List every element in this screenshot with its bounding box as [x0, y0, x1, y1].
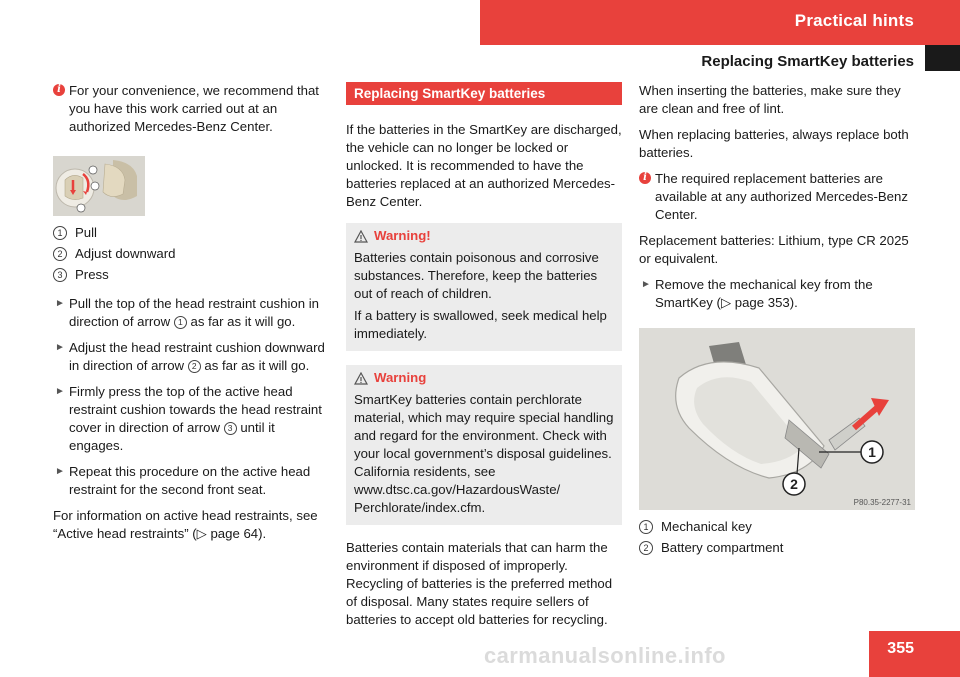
legend-item — [53, 245, 331, 266]
callout-number: 2 — [639, 541, 653, 555]
warning-text: SmartKey batteries contain perchlorate material, which may require special handling and regard for the environment. Check with your local government’s disposal guidelines. California residents, see www.dtsc.ca.gov/HazardousWaste/ Perchlorate/index.cfm. — [354, 392, 614, 515]
warning-box — [346, 223, 622, 351]
instruction-step — [53, 383, 331, 455]
legend-list — [53, 224, 331, 287]
legend-item — [639, 518, 915, 539]
watermark: carmanualsonline.info — [484, 643, 726, 668]
callout-2: 2 — [790, 476, 798, 492]
warning-box — [346, 365, 622, 525]
paragraph: Replacement batteries: Lithium, type CR 2025 or equivalent. — [639, 233, 909, 266]
callout-number: 1 — [53, 226, 67, 240]
column-1 — [53, 82, 331, 551]
column-2 — [346, 82, 622, 637]
step-arrow-icon: ► — [55, 466, 65, 477]
step-text: Firmly press the top of the active head restraint cushion towards the head restraint cover in direction of arrow — [69, 384, 322, 435]
legend-item — [53, 224, 331, 245]
warning-title-text: Warning — [374, 370, 427, 385]
warning-title-text: Warning! — [374, 228, 431, 243]
arrow-number: 2 — [188, 360, 201, 373]
instruction-step — [53, 463, 331, 499]
image-code: P80.35-2277-31 — [853, 498, 911, 507]
step-arrow-icon: ► — [55, 386, 65, 397]
callout-number: 3 — [53, 268, 67, 282]
info-text: For your convenience, we recommend that you have this work carried out at an authorized Mercedes-Benz Center. — [69, 83, 319, 134]
legend-label: Press — [75, 267, 109, 282]
warning-icon — [354, 372, 368, 385]
warning-text: If a battery is swallowed, seek medical help immediately. — [354, 308, 607, 341]
warning-icon — [354, 230, 368, 243]
step-text: Pull the top of the head restraint cushion in direction of arrow — [69, 296, 319, 329]
step-text: Remove the mechanical key from the SmartKey (▷ page 353). — [655, 277, 873, 310]
info-text: The required replacement batteries are available at any authorized Mercedes-Benz Center. — [655, 171, 908, 222]
paragraph: When replacing batteries, always replace both batteries. — [639, 127, 909, 160]
instruction-step — [53, 339, 331, 375]
page-number-box — [869, 631, 960, 677]
callout-1: 1 — [868, 444, 876, 460]
callout-number: 1 — [639, 520, 653, 534]
step-text: as far as it will go. — [204, 358, 310, 373]
head-restraint-image — [53, 156, 145, 216]
section-title: Practical hints — [794, 11, 914, 30]
info-note — [639, 170, 915, 224]
section-heading: Replacing SmartKey batteries — [346, 82, 622, 105]
legend-label: Pull — [75, 225, 97, 240]
page-subtitle: Replacing SmartKey batteries — [701, 53, 914, 70]
warning-title — [354, 227, 614, 245]
info-note — [53, 82, 331, 136]
arrow-number: 3 — [224, 422, 237, 435]
step-text: until it engages. — [69, 420, 275, 453]
legend-label: Mechanical key — [661, 519, 752, 534]
column-3 — [639, 82, 915, 568]
step-arrow-icon: ► — [641, 279, 651, 290]
step-arrow-icon: ► — [55, 342, 65, 353]
cross-reference: For information on active head restraints, see “Active head restraints” (▷ page 64). — [53, 508, 318, 541]
step-arrow-icon: ► — [55, 298, 65, 309]
legend-label: Battery compartment — [661, 540, 784, 555]
page-number: 355 — [887, 640, 914, 657]
smartkey-photo — [639, 328, 915, 510]
warning-text: Batteries contain poisonous and corrosive substances. Therefore, keep the batteries out of reach of children. — [354, 250, 599, 301]
instruction-step — [639, 276, 915, 312]
arrow-number: 1 — [174, 316, 187, 329]
legend-label: Adjust downward — [75, 246, 176, 261]
step-text: Adjust the head restraint cushion downward in direction of arrow — [69, 340, 325, 373]
intro-paragraph: If the batteries in the SmartKey are discharged, the vehicle can no longer be locked or unlocked. It is recommended to have the batteries replaced at an authorized Mercedes-Benz Center. — [346, 122, 622, 209]
step-text: Repeat this procedure on the active head restraint for the second front seat. — [69, 464, 311, 497]
header-tab-marker — [925, 45, 960, 71]
info-icon: i — [53, 84, 65, 96]
legend-item — [53, 266, 331, 287]
instruction-step — [53, 295, 331, 331]
legend-list — [639, 518, 915, 560]
warning-title — [354, 369, 614, 387]
legend-item — [639, 539, 915, 560]
step-text: as far as it will go. — [190, 314, 296, 329]
info-icon: i — [639, 172, 651, 184]
recycling-paragraph: Batteries contain materials that can harm the environment if disposed of improperly. Recycling of batteries is the preferred method of disposal. Many states require sellers of batteries to accept old batteries for recycling. — [346, 540, 613, 627]
callout-number: 2 — [53, 247, 67, 261]
paragraph: When inserting the batteries, make sure they are clean and free of lint. — [639, 83, 901, 116]
